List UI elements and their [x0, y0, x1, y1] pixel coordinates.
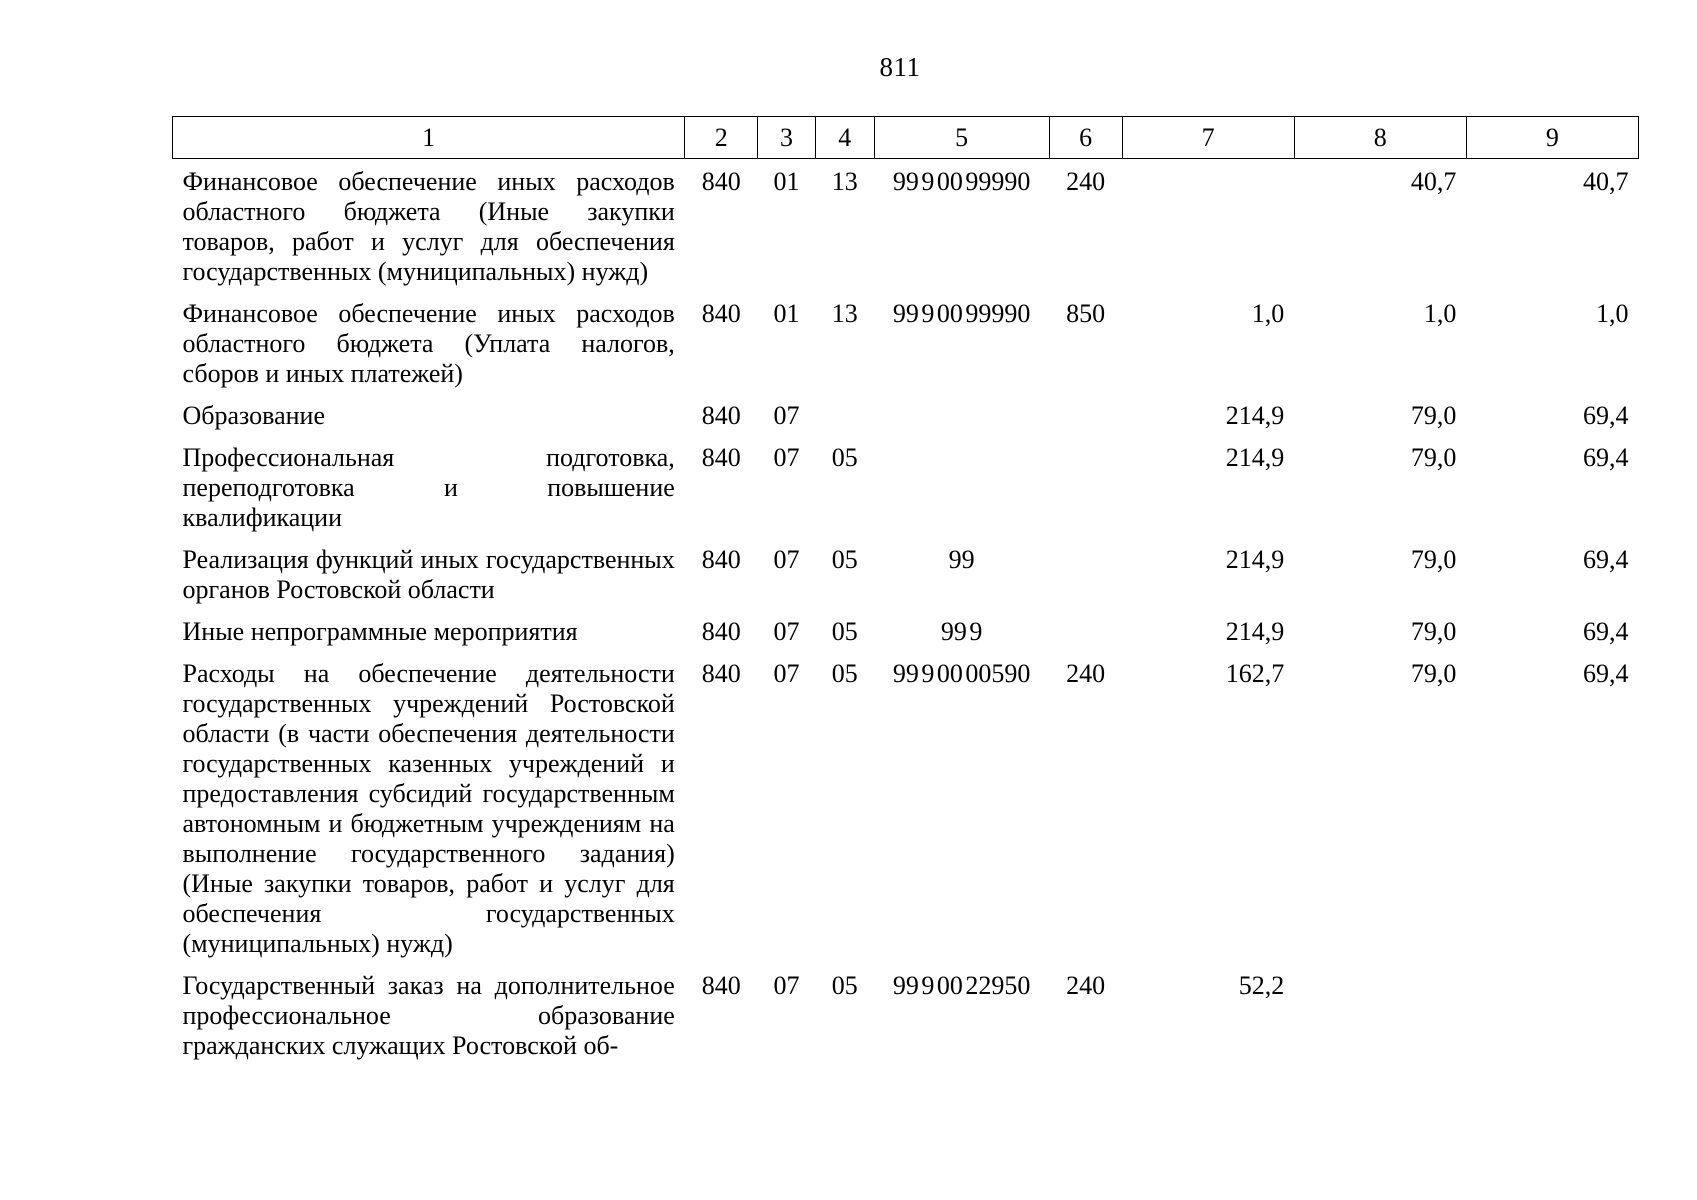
cell-expense-type: 850 [1066, 299, 1106, 328]
cell-amount: 69,4 [1583, 545, 1629, 574]
column-header: 9 [1466, 117, 1638, 159]
cell-amount: 1,0 [1596, 299, 1629, 328]
cell-amount: 79,0 [1410, 659, 1457, 688]
cell-target-article: 99 9 00 22950 [892, 971, 1031, 1000]
cell-amount: 79,0 [1410, 443, 1457, 472]
cell-target-article: 99 [948, 545, 975, 574]
cell-section: 07 [773, 443, 800, 472]
cell-expense-type: 240 [1066, 971, 1106, 1000]
cell-subsection: 05 [831, 971, 858, 1000]
table-row [173, 393, 1639, 435]
column-header: 4 [815, 117, 874, 159]
cell-amount: 79,0 [1410, 617, 1457, 646]
column-header: 6 [1049, 117, 1122, 159]
cell-code: 840 [701, 167, 741, 196]
table-row [173, 609, 1639, 651]
cell-amount: 214,9 [1225, 545, 1285, 574]
cell-amount [1122, 159, 1294, 292]
cell-expense-type [1049, 393, 1122, 435]
row-description: Образование [182, 401, 326, 430]
row-description: Расходы на обеспечение деятельности государственных учреждений Ростовской области (в части обеспечения деятельности государственных казенных учреждений и предоставления субсидий государственным автономным и бюджетным учреждениям на выполнение государственного задания) (Иные закупки товаров, работ и услуг для обеспечения государственных (муниципальных) нужд) [182, 659, 675, 958]
cell-amount: 214,9 [1225, 617, 1285, 646]
table-row [173, 963, 1639, 1065]
budget-table [172, 116, 1639, 1065]
cell-amount: 69,4 [1583, 443, 1629, 472]
cell-amount [1294, 963, 1466, 1065]
cell-target-article: 99 9 00 99990 [892, 167, 1031, 196]
cell-target-article: 99 9 [940, 617, 983, 646]
cell-section: 07 [773, 659, 800, 688]
cell-amount: 79,0 [1410, 545, 1457, 574]
cell-amount: 69,4 [1583, 401, 1629, 430]
cell-section: 07 [773, 401, 800, 430]
cell-amount: 162,7 [1225, 659, 1285, 688]
column-number-row [173, 117, 1639, 159]
cell-subsection: 13 [831, 167, 858, 196]
cell-code: 840 [701, 971, 741, 1000]
cell-amount: 214,9 [1225, 443, 1285, 472]
cell-section: 01 [773, 167, 800, 196]
cell-subsection: 05 [831, 545, 858, 574]
row-description: Реализация функций иных государственных органов Ростовской области [182, 545, 675, 604]
table-row [173, 651, 1639, 963]
cell-amount: 1,0 [1251, 299, 1285, 328]
cell-subsection [815, 393, 874, 435]
column-header: 7 [1122, 117, 1294, 159]
cell-subsection: 05 [831, 443, 858, 472]
cell-target-article: 99 9 00 00590 [892, 659, 1031, 688]
cell-subsection: 05 [831, 617, 858, 646]
cell-expense-type: 240 [1066, 167, 1106, 196]
cell-amount: 214,9 [1225, 401, 1285, 430]
cell-section: 07 [773, 971, 800, 1000]
cell-subsection: 05 [831, 659, 858, 688]
row-description: Иные непрограммные мероприятия [182, 617, 578, 646]
cell-amount [1466, 963, 1638, 1065]
column-header: 2 [685, 117, 758, 159]
cell-subsection: 13 [831, 299, 858, 328]
column-header: 3 [758, 117, 816, 159]
row-description: Финансовое обеспечение иных расходов областного бюджета (Уплата налогов, сборов и иных платежей) [182, 299, 675, 388]
cell-expense-type [1049, 609, 1122, 651]
column-header: 8 [1294, 117, 1466, 159]
cell-target-article [874, 393, 1049, 435]
page-number: 811 [879, 52, 921, 82]
table-row [173, 537, 1639, 609]
cell-section: 07 [773, 545, 800, 574]
cell-expense-type [1049, 537, 1122, 609]
table-row [173, 435, 1639, 537]
cell-amount: 79,0 [1410, 401, 1457, 430]
table-row [173, 291, 1639, 393]
cell-amount: 40,7 [1583, 167, 1629, 196]
cell-code: 840 [701, 617, 741, 646]
cell-code: 840 [701, 401, 741, 430]
cell-code: 840 [701, 659, 741, 688]
row-description: Профессиональная подготовка, переподготовка и повышение квалификации [182, 443, 675, 532]
table-row [173, 159, 1639, 292]
cell-amount: 69,4 [1583, 659, 1629, 688]
cell-code: 840 [701, 443, 741, 472]
row-description: Государственный заказ на дополнительное профессиональное образование гражданских служащих Ростовской об- [182, 971, 675, 1060]
cell-target-article: 99 9 00 99990 [892, 299, 1031, 328]
cell-code: 840 [701, 299, 741, 328]
column-header: 5 [874, 117, 1049, 159]
cell-amount: 40,7 [1410, 167, 1457, 196]
cell-expense-type: 240 [1066, 659, 1106, 688]
cell-amount: 1,0 [1423, 299, 1457, 328]
cell-code: 840 [701, 545, 741, 574]
row-description: Финансовое обеспечение иных расходов областного бюджета (Иные закупки товаров, работ и услуг для обеспечения государственных (муниципальных) нужд) [182, 167, 675, 286]
cell-section: 07 [773, 617, 800, 646]
cell-amount: 52,2 [1238, 971, 1285, 1000]
cell-amount: 69,4 [1583, 617, 1629, 646]
cell-section: 01 [773, 299, 800, 328]
column-header: 1 [173, 117, 685, 159]
cell-target-article [874, 435, 1049, 537]
cell-expense-type [1049, 435, 1122, 537]
